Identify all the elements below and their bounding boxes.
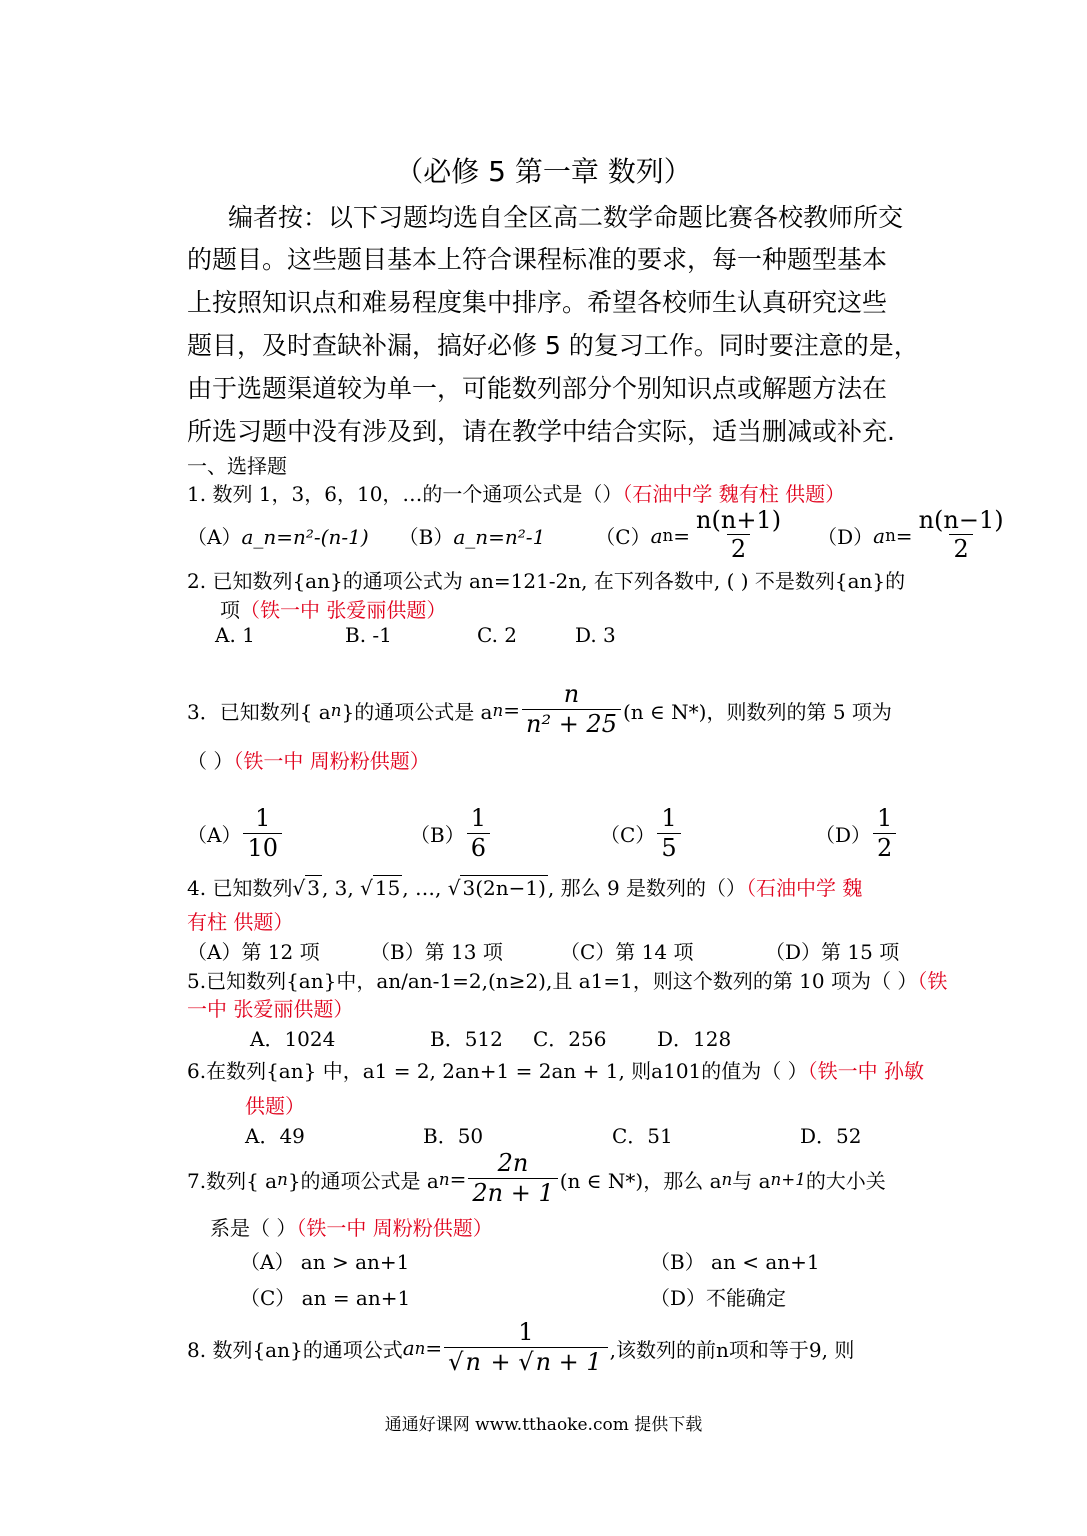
q6-option-d: D．52 <box>800 1124 862 1148</box>
intro-line-5: 由于选题渠道较为单一，可能数列部分个别知识点或解题方法在 <box>187 374 888 403</box>
question-3-line2: （ ）（铁一中 周粉粉供题） <box>187 749 430 773</box>
q7-option-b: （B） an < an+1 <box>650 1250 820 1274</box>
intro-line-2: 的题目。这些题目基本上符合课程标准的要求，每一种题型基本 <box>187 245 888 274</box>
q5-option-d: D．128 <box>657 1027 732 1051</box>
question-3: 3．已知数列{ a n }的通项公式是 a n = $\frac{n}{\text{n² + 25}}$ (n ∈ N*)，则数列的第 5 项为 <box>187 680 892 738</box>
intro-line-1: 编者按：以下习题均选自全区高二数学命题比赛各校教师所交 <box>228 203 904 232</box>
question-3-fraction: $\frac{n}{\text{n² + 25}}$ <box>522 681 621 738</box>
q5-option-c: C．256 <box>533 1027 607 1051</box>
intro-line-6: 所选习题中没有涉及到，请在教学中结合实际，适当删减或补充. <box>187 417 895 446</box>
q4-option-d: （D）第 15 项 <box>765 940 900 964</box>
question-7-line2: 系是（ ）（铁一中 周粉粉供题） <box>210 1216 493 1240</box>
q2-option-b: B. -1 <box>345 623 392 647</box>
question-8-fraction: $\frac{1}{√n + √n + 1}$ <box>444 1319 608 1376</box>
question-1-text: 1. 数列 1，3，6，10，…的一个通项公式是（） <box>187 482 623 506</box>
question-4-source: （石油中学 魏 <box>746 876 863 900</box>
q5-option-b: B．512 <box>430 1027 503 1051</box>
q7-option-a: （A） an > an+1 <box>240 1250 410 1274</box>
intro-line-3: 上按照知识点和难易程度集中排序。希望各校师生认真研究这些 <box>187 288 888 317</box>
question-4: 4. 已知数列√ 3 , 3, √ 15 , …, √ 3(2n−1) , 那么 9 是数列的（）（石油中学 魏 <box>187 876 863 900</box>
q2-option-d: D. 3 <box>575 623 616 647</box>
option-d: （D） a n = $\frac{n(n-1)}{2}$ <box>817 507 1010 564</box>
question-6: 6.在数列{an} 中，a1 = 2, 2an+1 = 2an + 1, 则a101的值为（ ）（铁一中 孙敏 <box>187 1059 924 1083</box>
question-7-source: （铁一中 周粉粉供题） <box>296 1216 493 1240</box>
q7-option-d: （D）不能确定 <box>650 1286 787 1310</box>
question-7: 7.数列{ a n }的通项公式是 a n = $\frac{2n}{2n + 1}$ (n ∈ N*)，那么 a n 与 a n+1 的大小关 <box>187 1149 886 1207</box>
option-a: （A）a_n=n²-(n-1) <box>187 525 369 549</box>
question-8: 8. 数列{an}的通项公式 a n = $\frac{1}{√n + √n + 1}$ ,该数列的前n项和等于9, 则 <box>187 1318 855 1376</box>
q4-option-b: （B）第 13 项 <box>370 940 503 964</box>
question-3-source: （铁一中 周粉粉供题） <box>233 749 430 773</box>
intro-line-4: 题目，及时查缺补漏，搞好必修 5 的复习工作。同时要注意的是， <box>187 331 919 360</box>
q5-option-a: A．1024 <box>250 1027 336 1051</box>
q3-option-c: （C） $\frac{1}{5}$ <box>600 805 683 862</box>
section-heading: 一、选择题 <box>187 454 287 478</box>
q7-option-c: （C） an = an+1 <box>240 1286 411 1310</box>
question-5-source-cont: 一中 张爱丽供题） <box>187 997 354 1021</box>
question-2-line2: 项（铁一中 张爱丽供题） <box>220 598 447 622</box>
option-c: （C） a n = $\frac{n(n+1)}{2}$ <box>595 507 787 564</box>
option-b: （B）a_n=n²-1 <box>398 525 546 549</box>
question-5-source: （铁 <box>917 969 948 993</box>
q6-option-a: A．49 <box>245 1124 305 1148</box>
footer: 通通好课网 www.tthaoke.com 提供下载 <box>384 1415 703 1435</box>
question-6-source: （铁一中 孙敏 <box>807 1059 924 1083</box>
question-6-source-cont: 供题） <box>245 1094 305 1118</box>
q2-option-c: C. 2 <box>477 623 518 647</box>
question-1-options <box>187 505 1010 564</box>
q3-option-b: （B） $\frac{1}{6}$ <box>410 805 492 862</box>
q3-option-a: （A） $\frac{1}{10}$ <box>187 805 284 862</box>
q6-option-b: B．50 <box>423 1124 484 1148</box>
question-2-source: （铁一中 张爱丽供题） <box>240 598 447 622</box>
question-4-source-cont: 有柱 供题） <box>187 910 294 934</box>
q6-option-c: C．51 <box>612 1124 673 1148</box>
option-c-fraction: $\frac{n(n+1)}{2}$ <box>696 505 782 564</box>
question-1 <box>187 478 845 507</box>
option-d-fraction: $\frac{n(n-1)}{2}$ <box>918 505 1004 564</box>
question-7-fraction: $\frac{2n}{2n + 1}$ <box>468 1150 557 1207</box>
question-1-source: （石油中学 魏有柱 供题） <box>622 482 846 506</box>
q4-option-c: （C）第 14 项 <box>560 940 694 964</box>
q3-option-d: （D） $\frac{1}{2}$ <box>815 805 898 862</box>
page-title: （必修 5 第一章 数列） <box>395 155 692 188</box>
question-2-text: 2. 已知数列{an}的通项公式为 an=121-2n, 在下列各数中, ( ) 不是数列{an}的 <box>187 569 906 593</box>
q2-option-a: A. 1 <box>215 623 255 647</box>
q4-option-a: （A）第 12 项 <box>187 940 320 964</box>
question-5: 5.已知数列{an}中，an/an-1=2,(n≥2),且 a1=1，则这个数列的第 10 项为（ ）（铁 <box>187 969 948 993</box>
